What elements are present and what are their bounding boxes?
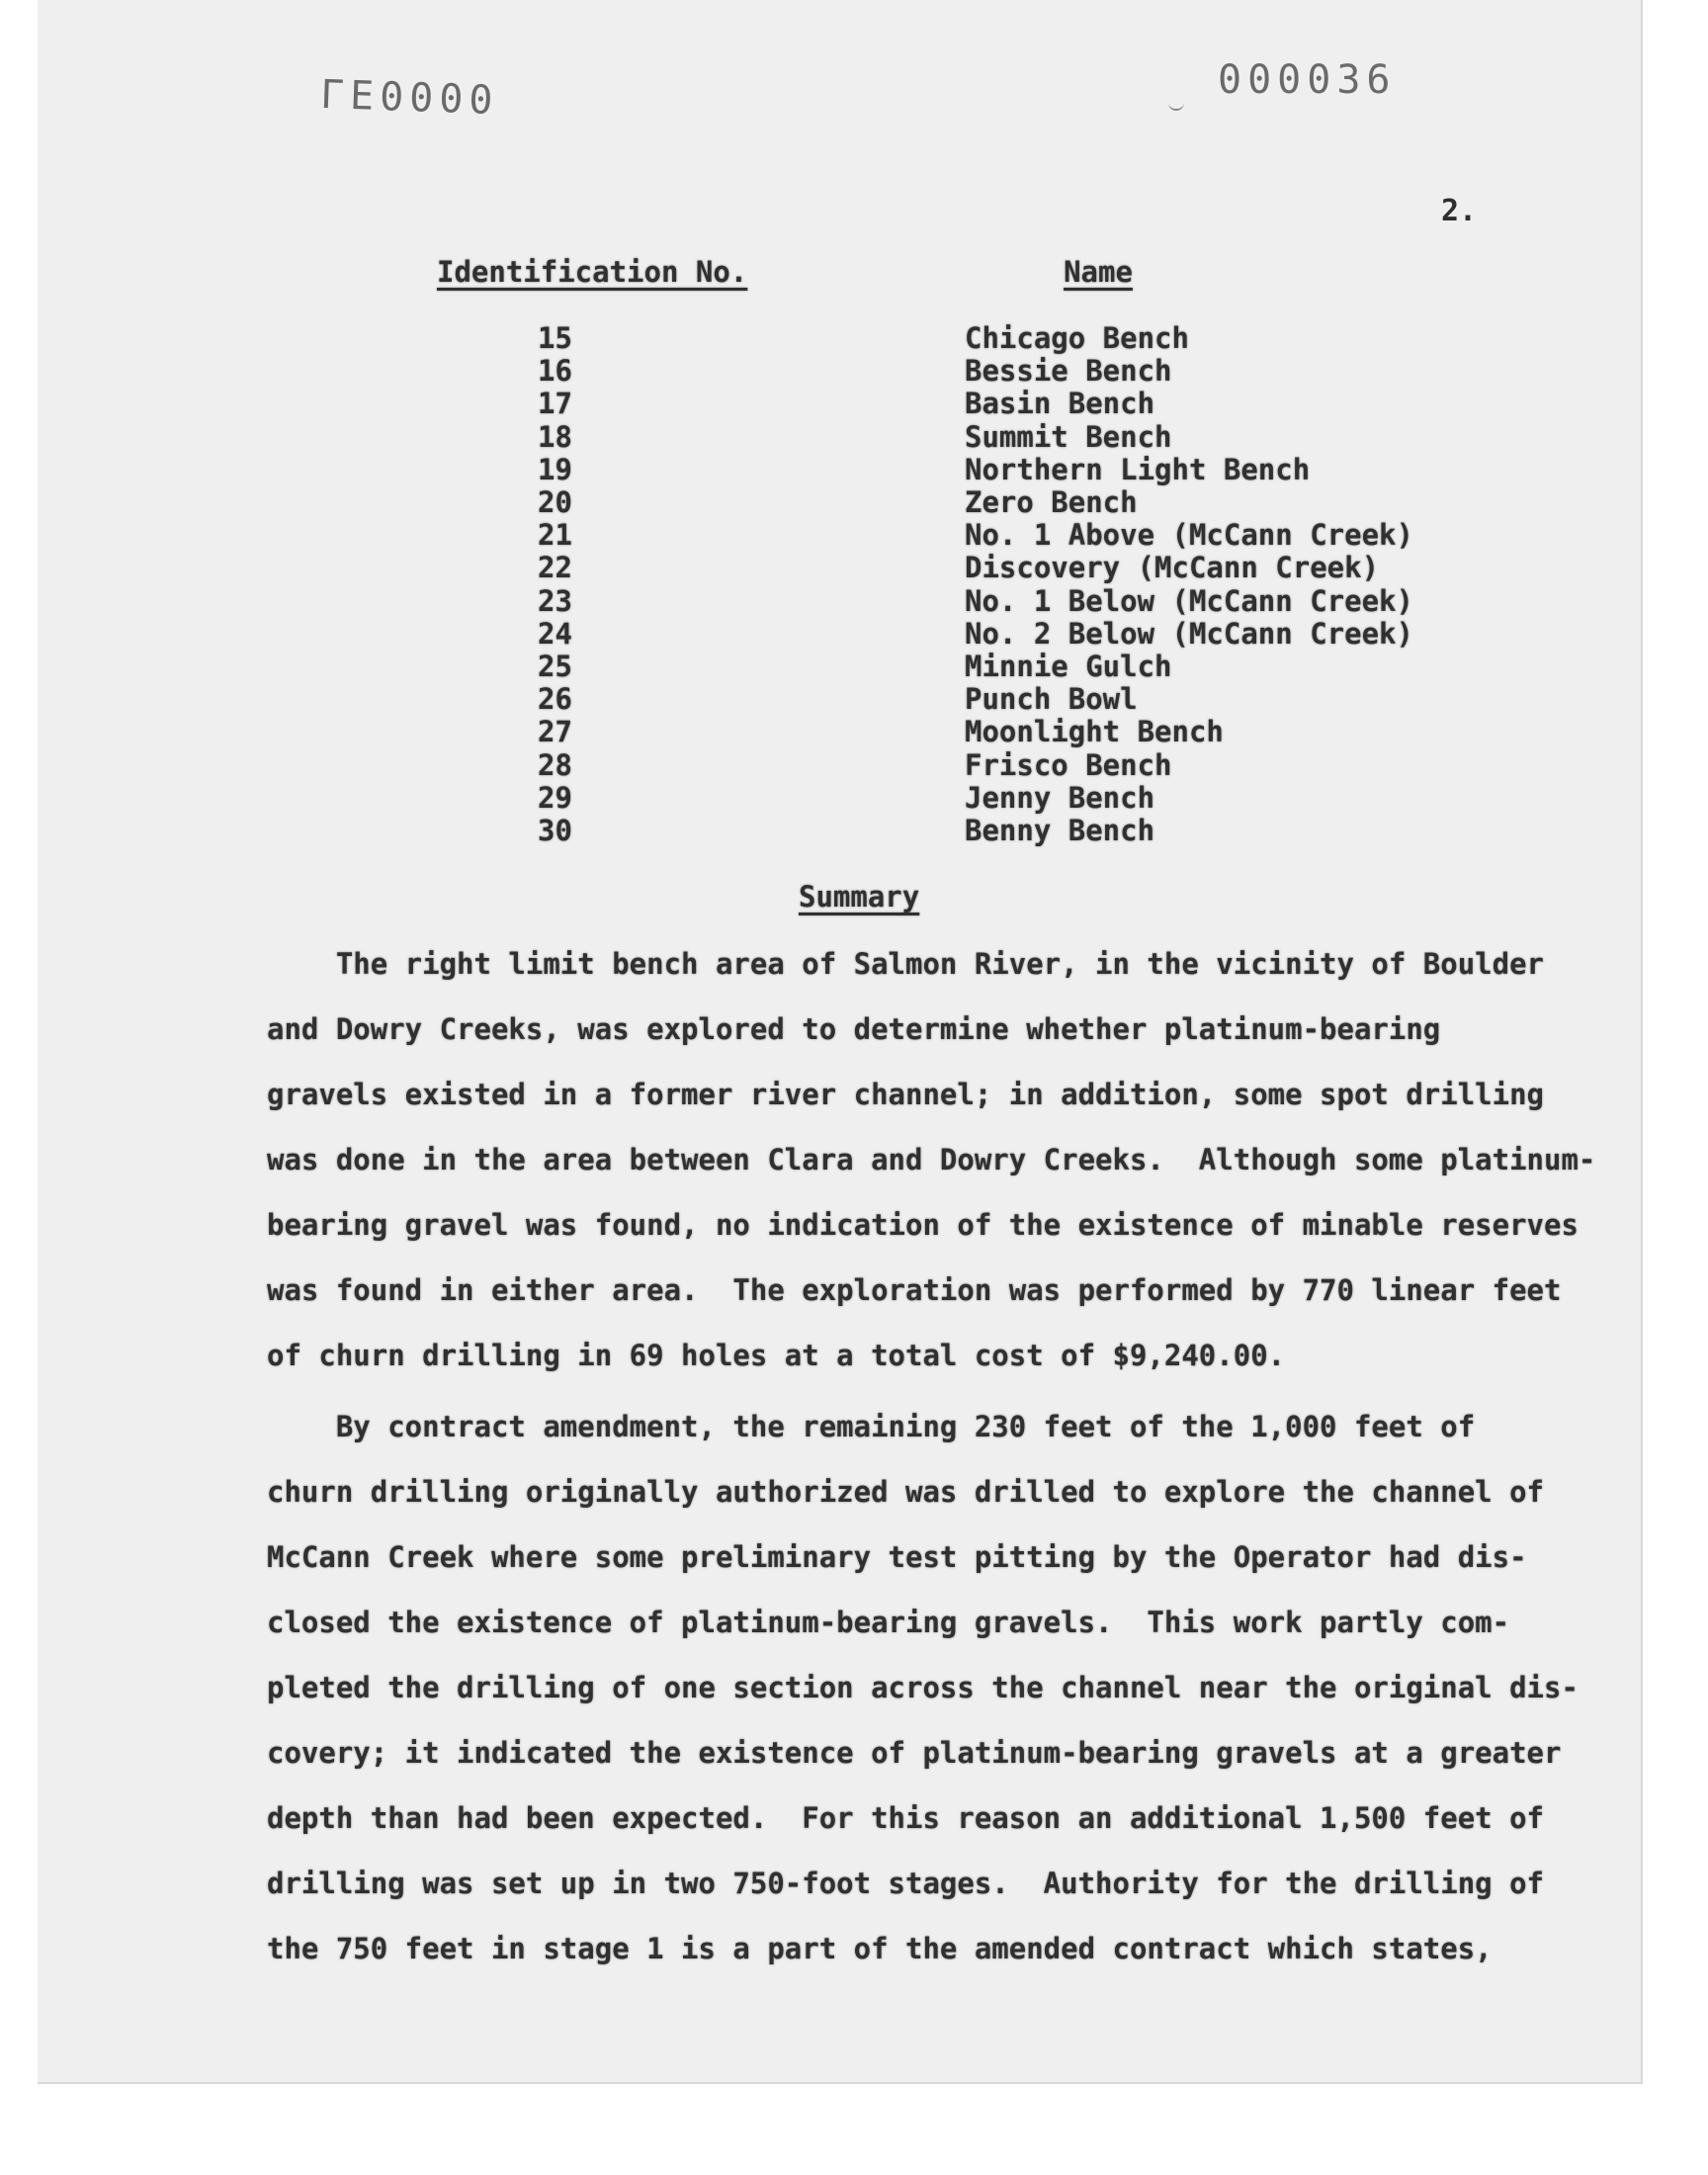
- text-line: was done in the area between Clara and Dowry Creeks. Although some platinum-: [267, 1143, 1596, 1176]
- id-cell: 18: [538, 419, 572, 454]
- name-cell: Discovery (McCann Creek): [965, 551, 1380, 585]
- name-cell: Jenny Bench: [965, 780, 1155, 815]
- text-line: the 750 feet in stage 1 is a part of the amended contract which states,: [267, 1932, 1493, 1965]
- name-cell: Benny Bench: [965, 814, 1155, 848]
- summary-paragraph-2: [267, 1394, 1579, 1981]
- id-cell: 30: [538, 814, 572, 848]
- name-cell: Northern Light Bench: [965, 452, 1311, 486]
- id-cell: 25: [538, 650, 572, 684]
- name-cell: No. 1 Above (McCann Creek): [965, 518, 1413, 553]
- text-line: churn drilling originally authorized was drilled to explore the channel of: [267, 1475, 1545, 1509]
- name-cell: Bessie Bench: [965, 354, 1172, 389]
- text-line: was found in either area. The exploration was performed by 770 linear feet: [267, 1273, 1562, 1307]
- name-list: [965, 322, 1413, 847]
- stamp-number-left: ΓE0000: [319, 71, 500, 125]
- column-header-name: Name: [1064, 255, 1133, 289]
- text-line: covery; it indicated the existence of platinum-bearing gravels at a greater: [267, 1736, 1562, 1770]
- name-cell: Basin Bench: [965, 387, 1155, 421]
- name-cell: Chicago Bench: [965, 321, 1189, 355]
- name-cell: No. 2 Below (McCann Creek): [965, 616, 1413, 651]
- id-cell: 16: [538, 354, 572, 389]
- name-cell: Moonlight Bench: [965, 715, 1224, 749]
- name-cell: Minnie Gulch: [965, 650, 1172, 684]
- text-line: bearing gravel was found, no indication of the existence of minable reserves: [267, 1208, 1579, 1242]
- text-line: drilling was set up in two 750-foot stages. Authority for the drilling of: [267, 1867, 1545, 1900]
- text-line: depth than had been expected. For this reason an additional 1,500 feet of: [267, 1801, 1545, 1835]
- id-cell: 19: [538, 452, 572, 486]
- text-line: and Dowry Creeks, was explored to determine whether platinum-bearing: [267, 1012, 1441, 1046]
- text-line: closed the existence of platinum-bearing gravels. This work partly com-: [267, 1606, 1510, 1639]
- id-cell: 26: [538, 682, 572, 717]
- text-line: of churn drilling in 69 holes at a total cost of $9,240.00.: [267, 1339, 1286, 1372]
- name-cell: Frisco Bench: [965, 747, 1172, 782]
- id-cell: 27: [538, 715, 572, 749]
- text-line: McCann Creek where some preliminary test pitting by the Operator had dis-: [267, 1540, 1527, 1574]
- id-cell: 20: [538, 485, 572, 520]
- id-cell: 21: [538, 518, 572, 553]
- text-line: The right limit bench area of Salmon River, in the vicinity of Boulder: [267, 947, 1545, 981]
- id-cell: 17: [538, 387, 572, 421]
- identification-list: [538, 322, 572, 847]
- column-header-identification: Identification No.: [437, 255, 748, 289]
- name-cell: Summit Bench: [965, 419, 1172, 454]
- text-line: pleted the drilling of one section across the channel near the original dis-: [267, 1671, 1579, 1704]
- text-line: gravels existed in a former river channel; in addition, some spot drilling: [267, 1078, 1545, 1111]
- id-cell: 29: [538, 780, 572, 815]
- stamp-number-right: 000036: [1218, 57, 1397, 103]
- name-cell: No. 1 Below (McCann Creek): [965, 583, 1413, 618]
- name-cell: Punch Bowl: [965, 682, 1138, 717]
- summary-heading: Summary: [799, 880, 920, 914]
- id-cell: 22: [538, 551, 572, 585]
- id-cell: 24: [538, 616, 572, 651]
- id-cell: 28: [538, 747, 572, 782]
- text-line: By contract amendment, the remaining 230 feet of the 1,000 feet of: [267, 1410, 1476, 1443]
- name-cell: Zero Bench: [965, 485, 1138, 520]
- id-cell: 15: [538, 321, 572, 355]
- page-number: 2.: [1441, 194, 1478, 228]
- id-cell: 23: [538, 583, 572, 618]
- summary-paragraph-1: [267, 931, 1596, 1388]
